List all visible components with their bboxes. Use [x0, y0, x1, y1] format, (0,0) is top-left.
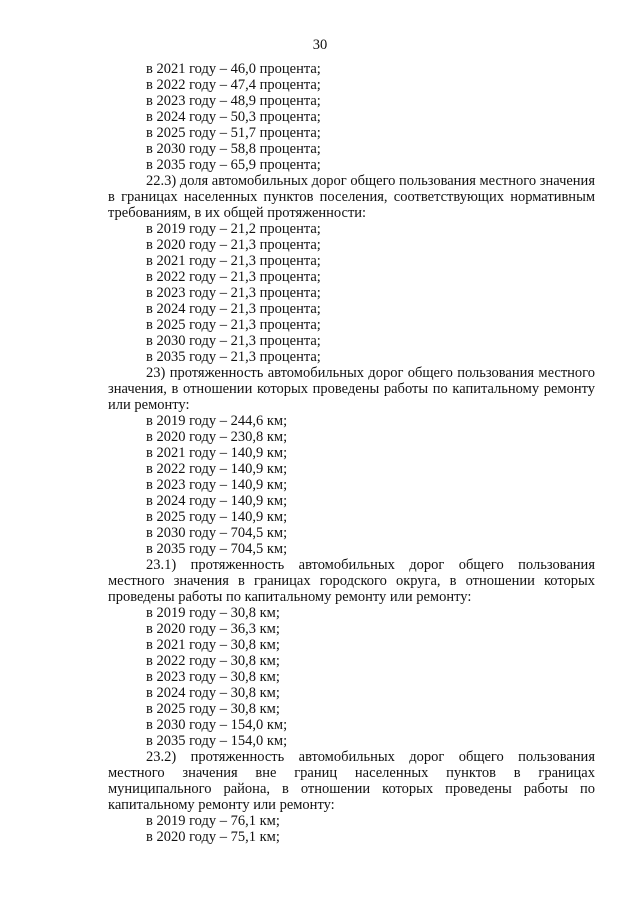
- paragraph: 23.1) протяженность автомобильных дорог общего пользования местного значения в границах городского округа, в отношении которых проведены работы по капитальному ремонту или ремонту:: [108, 557, 595, 605]
- list-item: в 2023 году – 48,9 процента;: [146, 93, 321, 109]
- list-item: в 2019 году – 76,1 км;: [146, 813, 280, 829]
- list-item: в 2021 году – 21,3 процента;: [146, 253, 321, 269]
- list-item: в 2024 году – 21,3 процента;: [146, 301, 321, 317]
- list-item: в 2025 году – 140,9 км;: [146, 509, 288, 525]
- list-item: в 2020 году – 75,1 км;: [146, 829, 280, 845]
- list-item: в 2022 году – 47,4 процента;: [146, 77, 321, 93]
- list-item: в 2021 году – 140,9 км;: [146, 445, 288, 461]
- list-item: в 2019 году – 244,6 км;: [146, 413, 288, 429]
- paragraph: 23.2) протяженность автомобильных дорог общего пользования местного значения вне границ населенных пунктов в границах муниципального района, в отношении которых проведены работы по капитальному ремонту или ремонту:: [108, 749, 595, 813]
- list-item: в 2030 году – 704,5 км;: [146, 525, 288, 541]
- list-item: в 2025 году – 51,7 процента;: [146, 125, 321, 141]
- list-item: в 2021 году – 30,8 км;: [146, 637, 280, 653]
- paragraph: 23) протяженность автомобильных дорог общего пользования местного значения, в отношении которых проведены работы по капитальному ремонту или ремонту:: [108, 365, 595, 413]
- list-item: в 2020 году – 21,3 процента;: [146, 237, 321, 253]
- list-item: в 2021 году – 46,0 процента;: [146, 61, 321, 77]
- list-item: в 2023 году – 30,8 км;: [146, 669, 280, 685]
- list-item: в 2030 году – 58,8 процента;: [146, 141, 321, 157]
- list-item: в 2025 году – 21,3 процента;: [146, 317, 321, 333]
- list-item: в 2022 году – 140,9 км;: [146, 461, 288, 477]
- list-item: в 2019 году – 30,8 км;: [146, 605, 280, 621]
- list-item: в 2035 году – 21,3 процента;: [146, 349, 321, 365]
- list-item: в 2023 году – 21,3 процента;: [146, 285, 321, 301]
- list-item: в 2023 году – 140,9 км;: [146, 477, 288, 493]
- list-item: в 2020 году – 230,8 км;: [146, 429, 288, 445]
- page-number: 30: [312, 37, 328, 53]
- document-body: [108, 61, 595, 845]
- list-item: в 2024 году – 140,9 км;: [146, 493, 288, 509]
- list-item: в 2024 году – 50,3 процента;: [146, 109, 321, 125]
- list-item: в 2035 году – 154,0 км;: [146, 733, 288, 749]
- list-item: в 2022 году – 30,8 км;: [146, 653, 280, 669]
- list-item: в 2035 году – 704,5 км;: [146, 541, 288, 557]
- list-item: в 2030 году – 21,3 процента;: [146, 333, 321, 349]
- list-item: в 2019 году – 21,2 процента;: [146, 221, 321, 237]
- list-item: в 2030 году – 154,0 км;: [146, 717, 288, 733]
- list-item: в 2035 году – 65,9 процента;: [146, 157, 321, 173]
- list-item: в 2020 году – 36,3 км;: [146, 621, 280, 637]
- list-item: в 2022 году – 21,3 процента;: [146, 269, 321, 285]
- paragraph: 22.3) доля автомобильных дорог общего пользования местного значения в границах населенных пунктов поселения, соответствующих нормативным требованиям, в их общей протяженности:: [108, 173, 595, 221]
- list-item: в 2025 году – 30,8 км;: [146, 701, 280, 717]
- list-item: в 2024 году – 30,8 км;: [146, 685, 280, 701]
